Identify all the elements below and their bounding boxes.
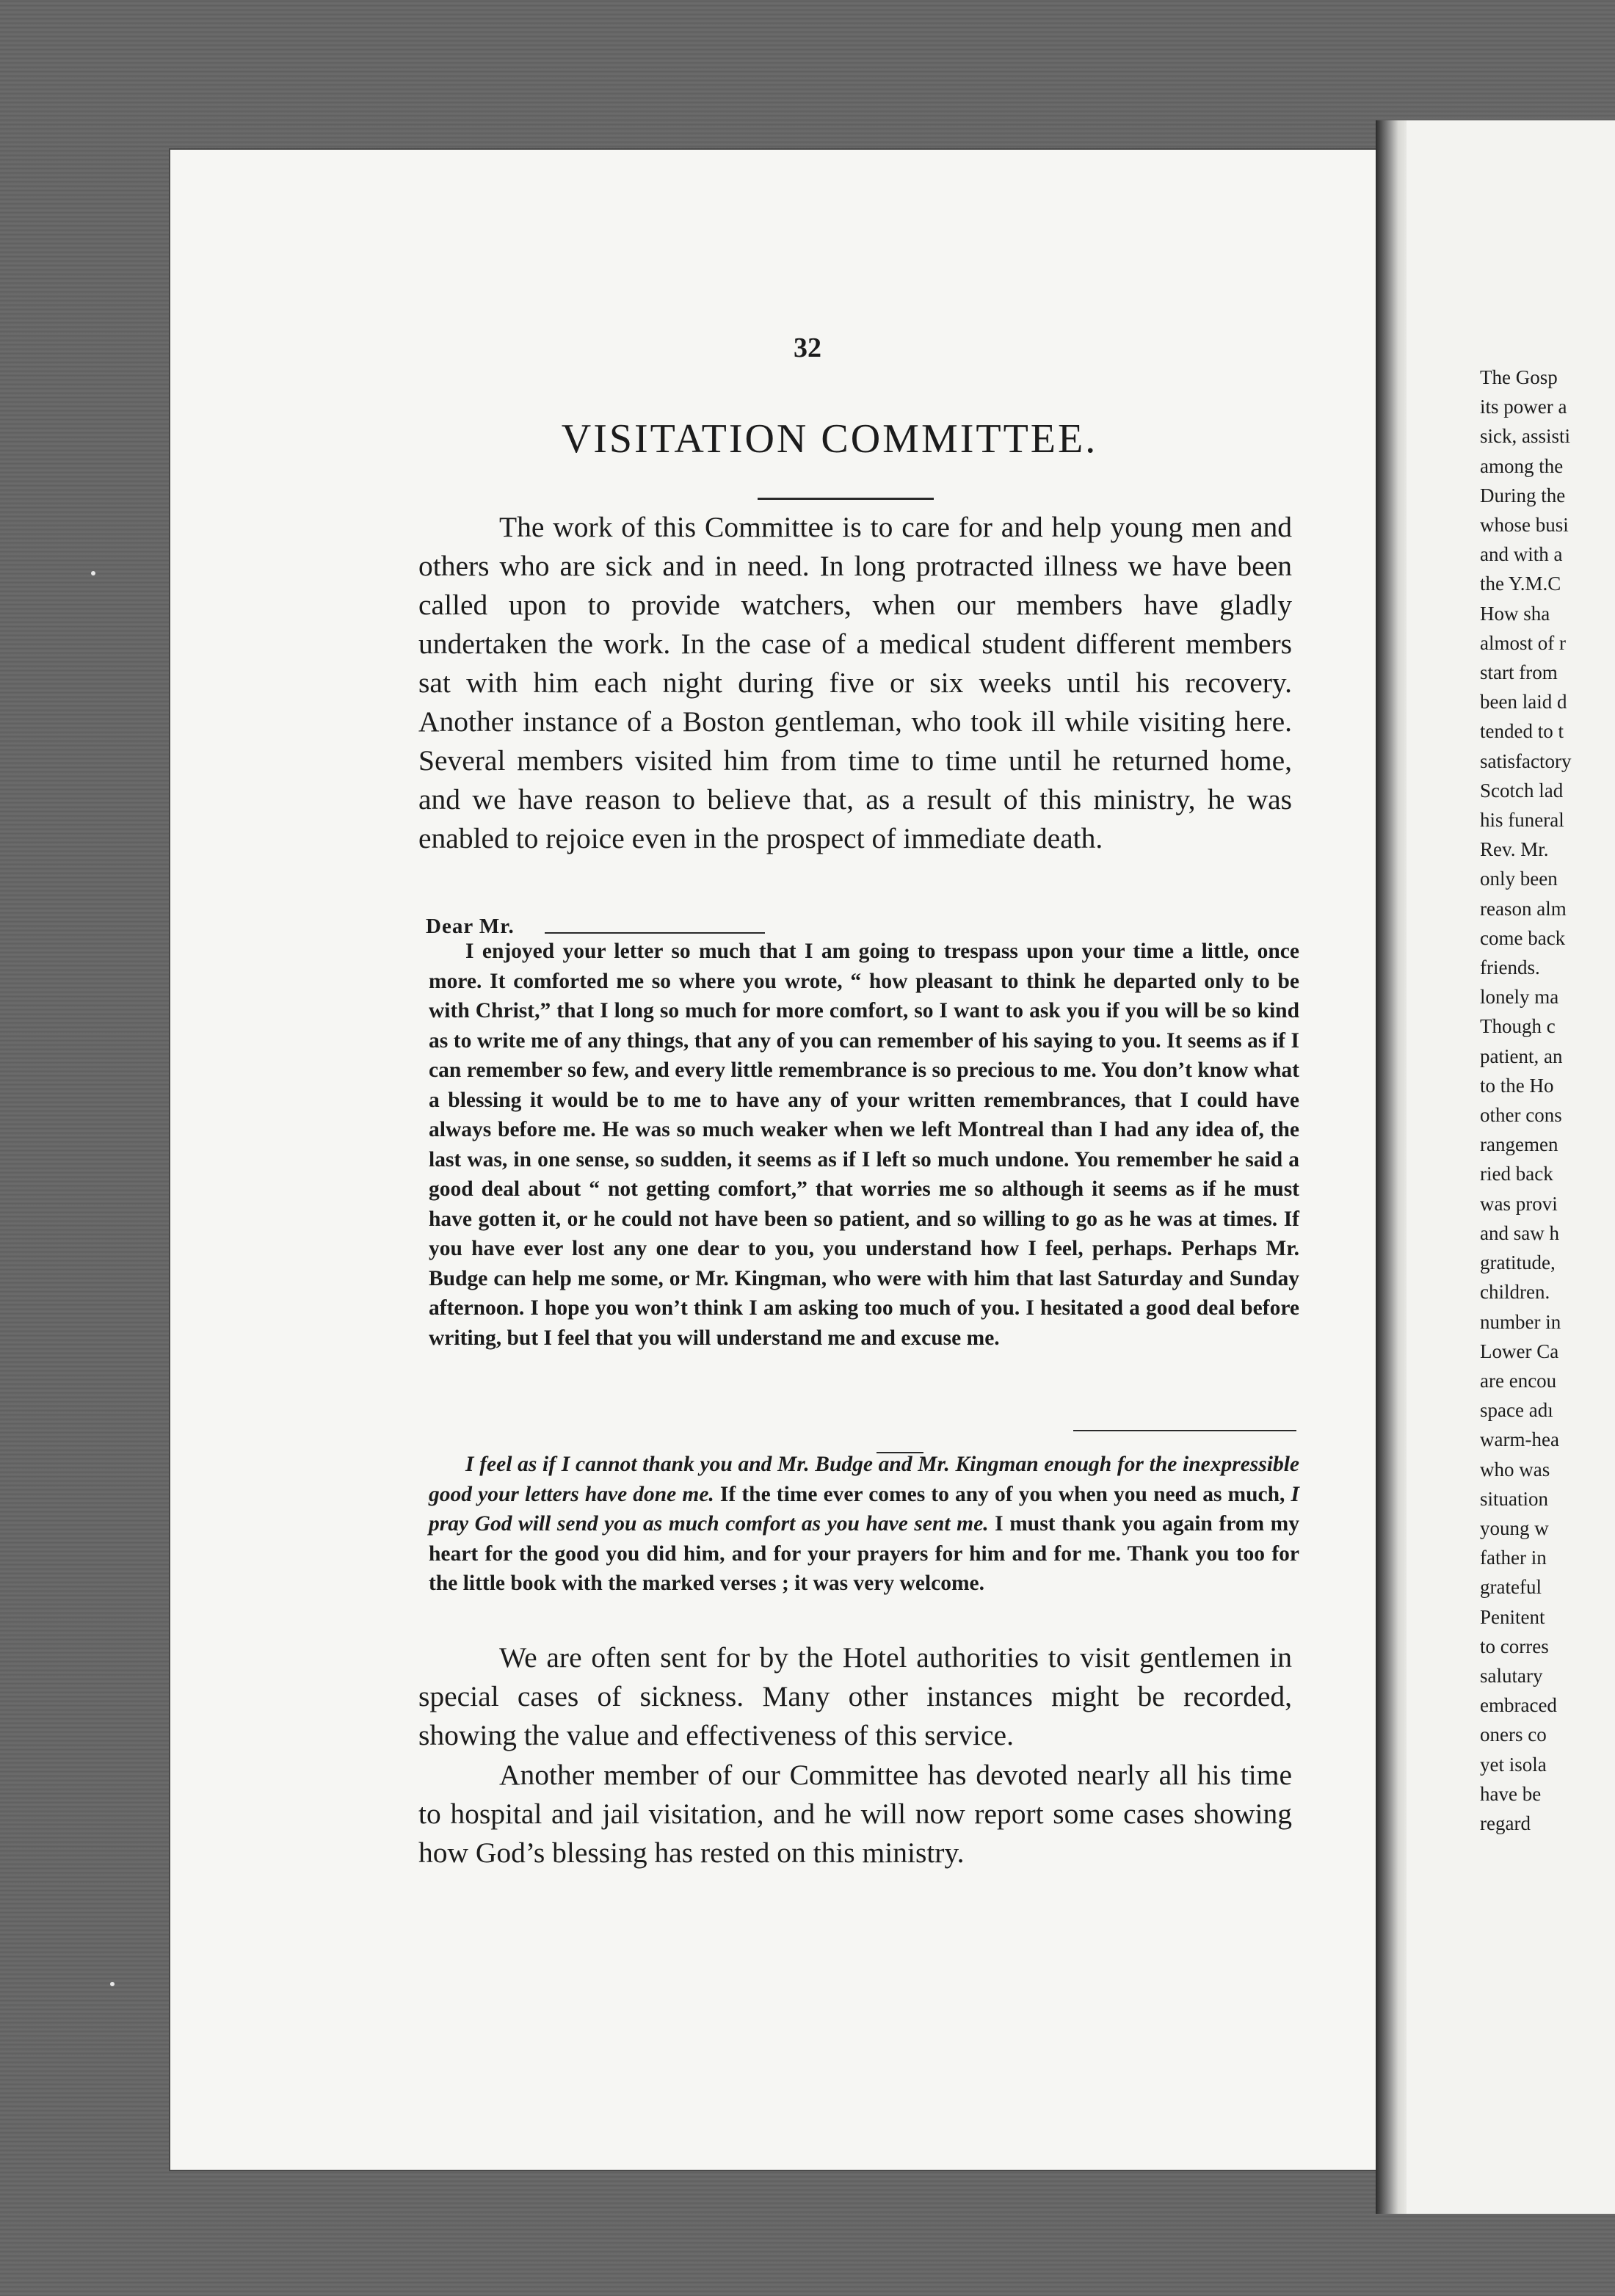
right-page-line: its power a xyxy=(1480,396,1567,418)
right-page-line: oners co xyxy=(1480,1723,1547,1746)
right-page-line: yet isola xyxy=(1480,1753,1547,1776)
letter-italic-thanks: I feel as if I cannot thank you and Mr. Budge and Mr. Kingman enough for the inexpressible good your letters have done me. xyxy=(429,1453,1299,1506)
right-page-line: grateful xyxy=(1480,1576,1542,1599)
right-page-line: the Y.M.C xyxy=(1480,573,1561,595)
hotel-paragraph: We are often sent for by the Hotel authorities to visit gentlemen in special cases of sickness. Many other instances might be recorded, showing the value and effectiveness of this service. xyxy=(418,1641,1292,1751)
page-title: VISITATION COMMITTEE. xyxy=(561,416,1098,462)
dust-speck xyxy=(110,1982,115,1986)
right-page-line: children. xyxy=(1480,1281,1550,1304)
right-page-line: and saw h xyxy=(1480,1221,1559,1244)
right-page-line: other cons xyxy=(1480,1104,1562,1127)
right-page-line: satisfactory xyxy=(1480,749,1572,772)
right-page-line: young w xyxy=(1480,1516,1549,1539)
right-page-line: only been xyxy=(1480,868,1558,890)
right-page-line: was provi xyxy=(1480,1192,1558,1215)
right-page-line: tended to t xyxy=(1480,720,1564,743)
right-page-line: Lower Ca xyxy=(1480,1340,1559,1362)
page-number: 32 xyxy=(794,333,821,363)
right-page-line: among the xyxy=(1480,454,1564,477)
right-page-line: friends. xyxy=(1480,956,1540,979)
dust-speck xyxy=(91,571,95,575)
letter-text-a: If the time ever comes to any of you when you need as much, xyxy=(714,1482,1291,1506)
right-page-line: are encou xyxy=(1480,1369,1557,1392)
right-page-line: embraced xyxy=(1480,1694,1557,1717)
page-fold xyxy=(1376,120,1408,2214)
salutation-blank-line xyxy=(545,932,765,934)
hospital-paragraph: Another member of our Committee has devoted nearly all his time to hospital and jail visitation, and he will now report some cases showing how God’s blessing has rested on this ministry. xyxy=(418,1759,1292,1869)
right-page-line: Penitent xyxy=(1480,1605,1545,1628)
right-page-line: lonely ma xyxy=(1480,986,1559,1009)
right-page-line: gratitude, xyxy=(1480,1251,1556,1274)
right-page-line: Though c xyxy=(1480,1015,1556,1038)
right-page-line: and with a xyxy=(1480,543,1563,566)
letter-italic-prayer: I pray God will send you as much comfort as you have sent me. xyxy=(429,1482,1299,1536)
right-page-line: father in xyxy=(1480,1547,1547,1569)
right-page-line: whose busi xyxy=(1480,514,1569,537)
right-page-line: to the Ho xyxy=(1480,1074,1554,1097)
right-page-line: regard xyxy=(1480,1812,1531,1834)
right-page-line: patient, an xyxy=(1480,1045,1563,1067)
right-page-line: During the xyxy=(1480,484,1566,506)
right-page-line: who was xyxy=(1480,1458,1550,1481)
right-page-line: his funeral xyxy=(1480,809,1564,832)
right-page-line: have be xyxy=(1480,1782,1542,1805)
letter-text-b: I must thank you again from my heart for the good you did him, and for your prayers for him and for me. Thank you too for the little book with the marked verses ; it was very welcome. xyxy=(429,1512,1299,1595)
right-page-line: rangemen xyxy=(1480,1133,1558,1156)
right-page-line: warm-hea xyxy=(1480,1428,1559,1451)
letter-separator-long xyxy=(1073,1430,1296,1431)
letter-body-part1: I enjoyed your letter so much that I am going to trespass upon your time a little, once more. It comforted me so where you wrote, “ how pleasant to think he departed only to be with Christ,” that I long so much for more comfort, so I want to ask you if you will be so kind as to write me of any things, that any of you can remember of his saying to you. It seems as if I can remember so few, and every little remembrance is so precious to me. You don’t know what a blessing it would be to me to have any of your written remembrances, that I could have always before me. He was so much weaker when we left Montreal than I had any idea of, the last was, in one sense, so sudden, it seems as if I left so much undone. You remember he said a good deal about “ not getting comfort,” that worries me so although it seems as if he must have gotten it, or he could not have been so patient, and so willing to go as he was at times. If you have ever lost any one dear to you, you understand how I feel, perhaps. Perhaps Mr. Budge can help me some, or Mr. Kingman, who were with him that last Saturday and Sunday afternoon. I hope you won’t think I am asking too much of you. I hesitated a good deal before writing, but I feel that you will understand me and excuse me. xyxy=(429,940,1299,1350)
right-page-line: salutary xyxy=(1480,1664,1543,1687)
right-page-line: How sha xyxy=(1480,602,1550,625)
right-page-line: start from xyxy=(1480,661,1558,684)
title-rule xyxy=(758,498,934,500)
right-page-line: Scotch lad xyxy=(1480,779,1564,802)
right-page-line: space adı xyxy=(1480,1399,1553,1422)
intro-paragraph: The work of this Committee is to care for and help young men and others who are sick and in need. In long protracted illness we have been called upon to provide watchers, when our members have gladly undertaken the work. In the case of a medical student different members sat with him each night during five or six weeks until his recovery. Another instance of a Boston gentleman, who took ill while visiting here. Several members visited him from time to time until he returned home, and we have reason to believe that, as a result of this ministry, he was enabled to rejoice even in the prospect of immediate death. xyxy=(418,511,1292,854)
right-page-line: been laid d xyxy=(1480,691,1567,713)
right-page-line: Rev. Mr. xyxy=(1480,838,1549,861)
right-page-text xyxy=(1480,363,1615,1838)
letter-body-part2 xyxy=(429,1450,1299,1599)
letter-salutation: Dear Mr. xyxy=(426,915,515,938)
right-page-line: to corres xyxy=(1480,1635,1549,1657)
right-page-line: reason alm xyxy=(1480,897,1567,920)
right-page-line: number in xyxy=(1480,1310,1561,1333)
right-page-line: The Gosp xyxy=(1480,366,1558,388)
right-page-line: ried back xyxy=(1480,1163,1553,1185)
right-page-line: sick, assisti xyxy=(1480,425,1571,448)
right-page-line: almost of r xyxy=(1480,631,1566,654)
right-page-line: situation xyxy=(1480,1487,1548,1510)
right-page-line: come back xyxy=(1480,926,1566,949)
